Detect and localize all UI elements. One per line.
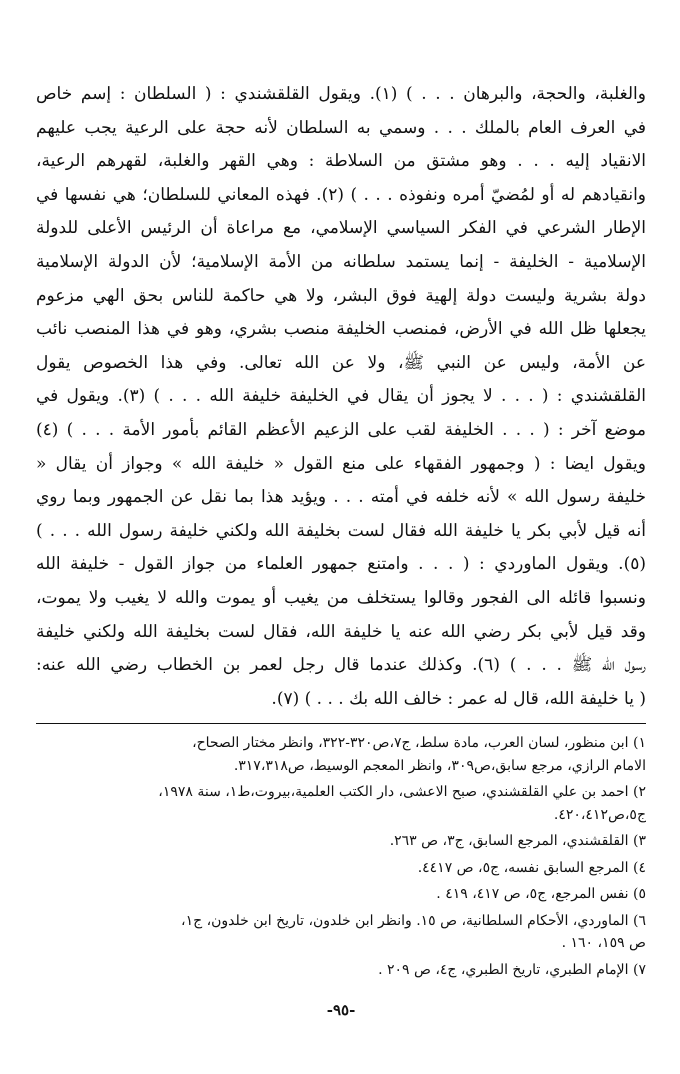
text-line: الإسلامية - الخليفة - إنما يستمد سلطانه من الأمة الإسلامية؛ لأن الدولة الإسلامية bbox=[36, 251, 646, 272]
footnote-item bbox=[36, 857, 646, 880]
text-line: وانقيادهم له أو لمُضيّ أمره ونفوذه . . . ) (٢). فهذه المعاني للسلطان؛ هي نفسها في bbox=[36, 184, 646, 205]
footnote-item bbox=[36, 910, 646, 955]
footnote-line: ٤) المرجع السابق نفسه، ج٥، ص ٤٤١٧. bbox=[417, 859, 646, 876]
text-line: عن الأمة، وليس عن النبي ﷺ، ولا عن الله تعالى. وفي هذا الخصوص يقول bbox=[36, 352, 646, 373]
footnote-line: ج٥،ص٤٢٠،٤١٢. bbox=[553, 806, 646, 823]
footnote-item bbox=[36, 830, 646, 853]
footnote-item bbox=[36, 781, 646, 826]
text-line: (٥). ويقول الماوردي : ( . . . وامتنع جمهور العلماء من جواز القول - خليفة الله bbox=[36, 554, 646, 575]
footnote-line: ٧) الإمام الطبري، تاريخ الطبري، ج٤، ص ٢٠٩ . bbox=[378, 961, 646, 978]
text-line: ( يا خليفة الله، قال له عمر : خالف الله بك . . . ) (٧). bbox=[271, 688, 646, 709]
text-line: في العرف العام بالملك . . . وسمي به السلطان لأنه حجة على الرعية يجب عليهم bbox=[36, 117, 646, 138]
text-line: الإطار الشرعي في الفكر السياسي الإسلامي، مع مراعاة أن الرئيس الأعلى للدولة bbox=[36, 218, 646, 239]
footnote-item bbox=[36, 732, 646, 777]
text-line: دولة بشرية وليست دولة إلهية فوق البشر، ولا هي حاكمة للناس بحق الهي مزعوم bbox=[36, 285, 646, 306]
footnotes-list bbox=[36, 732, 646, 985]
text-line: الانقياد إليه . . . وهو مشتق من السلاطة : وهي القهر والغلبة، لقهرهم الرعية، bbox=[36, 151, 646, 172]
footnote-line: ١) ابن منظور، لسان العرب، مادة سلط، ج٧،ص٣٢٠-٣٢٢، وانظر مختار الصحاح، bbox=[192, 735, 646, 751]
text-line: أنه قيل لأبي بكر يا خليفة الله فقال لست بخليفة الله ولكني خليفة رسول الله . . . ) bbox=[36, 520, 646, 541]
footnote-item bbox=[36, 883, 646, 906]
footnote-line: الامام الرازي، مرجع سابق،ص٣٠٩، وانظر المعجم الوسيط، ص٣١٧،٣١٨. bbox=[233, 757, 646, 774]
text-line: يجعلها ظل الله في الأرض، فمنصب الخليفة منصب بشري، وهو في هذا المنصب نائب bbox=[36, 319, 646, 340]
text-line: القلقشندي : ( . . . لا يجوز أن يقال في الخليفة خليفة الله . . . ) (٣). ويقول في bbox=[36, 386, 646, 407]
footnote-line: ٦) الماوردي، الأحكام السلطانية، ص ١٥. وانظر ابن خلدون، تاريخ ابن خلدون، ج١، bbox=[181, 912, 646, 929]
footnote-item bbox=[36, 959, 646, 982]
text-line: خليفة رسول الله » لأنه خلفه في أمته . . . ويؤيد هذا بما نقل عن الجمهور وبما روي bbox=[36, 487, 646, 508]
text-line: والغلبة، والحجة، والبرهان . . . ) (١). ويقول القلقشندي : ( السلطان : إسم خاص bbox=[36, 84, 646, 104]
main-text bbox=[36, 78, 646, 716]
text-line: وقد قيل لأبي بكر رضي الله عنه يا خليفة الله، فقال لست بخليفة الله ولكني خليفة bbox=[36, 621, 646, 642]
text-line: موضع آخر : ( . . . الخليفة لقب على الزعيم الأعظم القائم بأمور الأمة . . . ) (٤) bbox=[36, 419, 646, 440]
text-line: رسول الله ﷺ . . . ) (٦). وكذلك عندما قال رجل لعمر بن الخطاب رضي الله عنه: bbox=[36, 655, 646, 676]
footnote-line: ٥) نفس المرجع، ج٥، ص ٤١٧، ٤١٩ . bbox=[436, 886, 646, 902]
text-line: ويقول ايضا : ( وجمهور الفقهاء على منع القول « خليفة الله » وجواز أن يقال « bbox=[36, 453, 646, 474]
book-page bbox=[36, 78, 646, 1074]
text-line: ونسبوا قائله الى الفجور وقالوا يستخلف من يغيب أو يموت والله لا يغيب ولا يموت، bbox=[36, 587, 646, 608]
footnote-separator bbox=[36, 723, 646, 724]
footnote-line: ٢) احمد بن علي القلقشندي، صبح الاعشى، دار الكتب العلمية،بيروت،ط١، سنة ١٩٧٨، bbox=[158, 784, 646, 800]
footnote-line: ص ١٥٩، ١٦٠ . bbox=[561, 935, 646, 951]
page-number: -٩٥- bbox=[326, 1001, 356, 1019]
footnote-line: ٣) القلقشندي، المرجع السابق، ج٣، ص ٢٦٣. bbox=[389, 833, 646, 849]
